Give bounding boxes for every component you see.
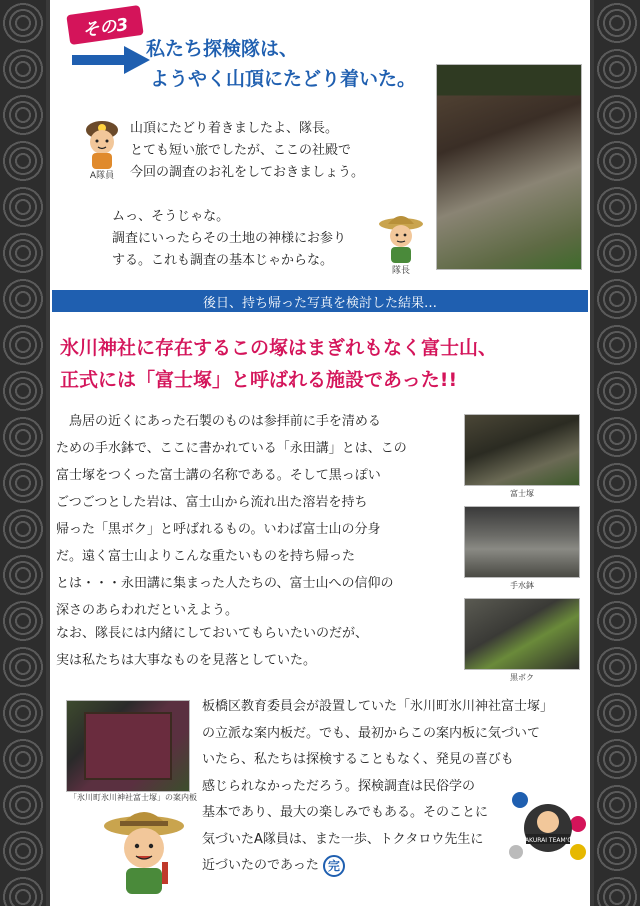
right-decorative-border	[594, 0, 640, 906]
section-badge: その3	[66, 5, 143, 45]
body-line: ための手水鉢で、ここに書かれている「永田講」とは、この	[56, 441, 407, 456]
a-member-avatar	[78, 116, 126, 172]
photo-caption: 手水鉢	[510, 581, 534, 590]
body-line: 実は私たちは大事なものを見落としていた。	[56, 653, 317, 668]
body-line: とは・・・永田講に集まった人たちの、富士山への信仰の	[56, 576, 394, 591]
captain-large-avatar	[100, 804, 188, 896]
speech-line: とても短い旅でしたが、ここの社殿で	[130, 143, 352, 158]
chozubachi-photo	[464, 506, 580, 578]
body-line: 気づいたA隊員は、また一歩、トクタロウ先生に	[202, 831, 484, 847]
body-line: の立派な案内板だ。でも、最初からこの案内板に気づいて	[202, 725, 541, 741]
conclusion-heading	[60, 332, 590, 396]
kuroboku-photo	[464, 598, 580, 670]
headline	[146, 34, 446, 94]
a-member-label: A隊員	[89, 171, 115, 181]
headline-line-1: 私たち探検隊は、	[146, 38, 299, 60]
sign-caption: 「氷川町氷川神社富士塚」の案内板	[69, 793, 197, 802]
photo-caption: 富士塚	[510, 489, 534, 498]
body-line: いたら、私たちは探検することもなく、発見の喜びも	[202, 752, 514, 767]
arrow-right-icon	[72, 46, 150, 74]
a-member-speech	[130, 118, 430, 184]
body-line: 基本であり、最大の楽しみでもある。そのことに	[202, 805, 489, 820]
logo-text: SAKURAI TEAM'08	[521, 837, 575, 844]
speech-line: 山頂にたどり着きましたよ、隊長。	[130, 121, 339, 136]
page	[50, 0, 590, 906]
conclusion-line-2: 正式には「富士塚」と呼ばれる施設であった!!	[60, 369, 458, 391]
body-line: なお、隊長には内緒にしておいてもらいたいのだが、	[56, 626, 369, 641]
photo-caption: 黒ボク	[510, 673, 534, 682]
body-line: 板橋区教育委員会が設置していた「氷川町氷川神社富士塚」	[202, 699, 554, 714]
team-logo-icon	[506, 790, 590, 866]
headline-line-2: ようやく山頂にたどり着いた。	[150, 68, 417, 90]
speech-line: ムっ、そうじゃな。	[112, 209, 230, 224]
body-line: 富士塚をつくった富士講の名称である。そして黒っぽい	[56, 468, 381, 483]
body-paragraph	[56, 408, 456, 624]
body-line: だ。遠く富士山よりこんな重たいものを持ち帰った	[56, 549, 356, 564]
conclusion-line-1: 氷川神社に存在するこの塚はまぎれもなく富士山、	[60, 337, 498, 359]
speech-line: する。これも調査の基本じゃからな。	[112, 253, 334, 268]
body-line: 帰った「黒ボク」と呼ばれるもの。いわば富士山の分身	[56, 522, 381, 537]
end-mark: 完	[323, 855, 345, 877]
captain-label: 隊長	[391, 266, 410, 276]
body-line: 感じられなかっただろう。探検調査は民俗学の	[202, 778, 476, 794]
body-paragraph-2	[56, 620, 456, 674]
body-line: 近づいたのであった	[202, 858, 319, 873]
captain-speech	[112, 206, 412, 272]
captain-avatar	[376, 210, 426, 266]
guide-sign-board	[84, 712, 172, 780]
body-line: 鳥居の近くにあった石製のものは参拝前に手を清める	[69, 414, 381, 429]
body-line: 深さのあらわれだといえよう。	[56, 603, 239, 618]
left-decorative-border	[0, 0, 46, 906]
shrine-photo	[436, 64, 582, 270]
body-line: ごつごつとした岩は、富士山から流れ出た溶岩を持ち	[56, 495, 368, 510]
fujizuka-photo	[464, 414, 580, 486]
later-banner: 後日、持ち帰った写真を検討した結果…	[52, 290, 588, 312]
speech-line: 調査にいったらその土地の神様にお参り	[112, 231, 347, 246]
speech-line: 今回の調査のお礼をしておきましょう。	[130, 165, 365, 180]
